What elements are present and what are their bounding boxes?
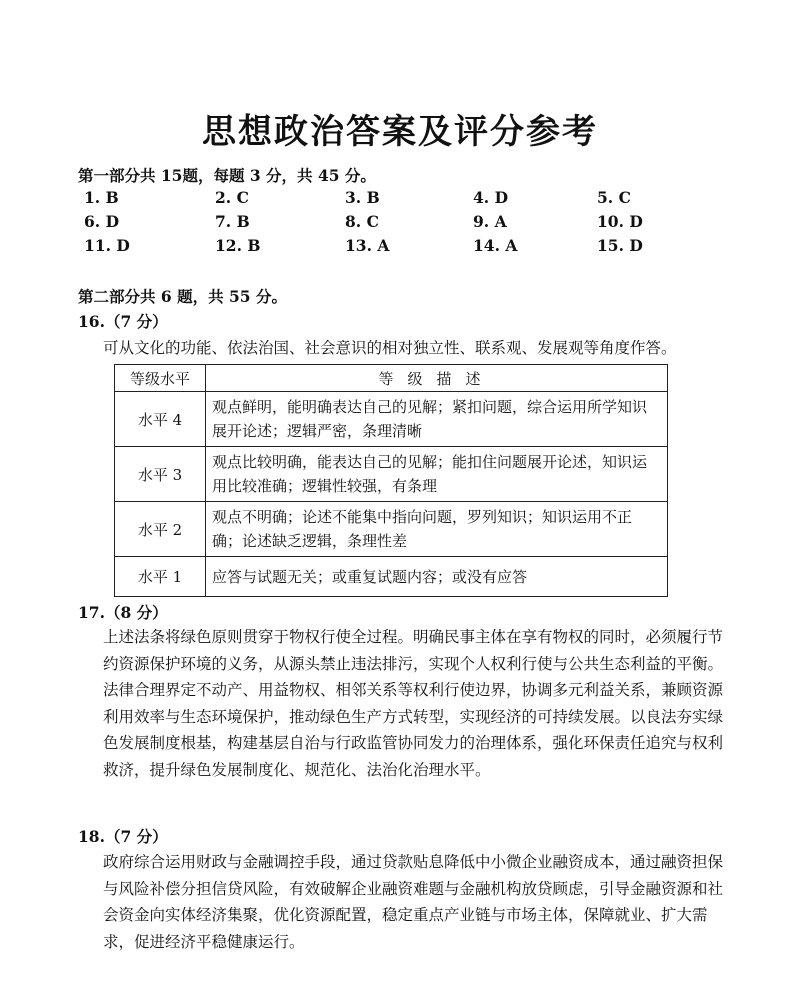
q17-label: 17.（8 分） [78, 603, 168, 622]
q16-label: 16.（7 分） [78, 312, 168, 331]
table-row [115, 502, 668, 557]
desc-cell: 观点鲜明，能明确表达自己的见解；紧扣问题，综合运用所学知识展开论述；逻辑严密，条理清晰 [206, 392, 668, 447]
q18-label: 18.（7 分） [78, 827, 168, 846]
answer-item: 10. D [597, 212, 643, 231]
table-header-row [115, 365, 668, 392]
page-title: 思想政治答案及评分参考 [202, 112, 598, 152]
answer-item: 9. A [473, 212, 507, 231]
answer-item: 12. B [215, 236, 261, 255]
answer-item: 5. C [597, 188, 631, 207]
q17-answer: 上述法条将绿色原则贯穿于物权行使全过程。明确民事主体在享有物权的同时，必须履行节约资源保护环境的义务，从源头禁止违法排污，实现个人权利行使与公共生态利益的平衡。法律合理界定不动产、用益物权、相邻关系等权利行使边界，协调多元利益关系，兼顾资源利用效率与生态环境保护，推动绿色生产方式转型，实现经济的可持续发展。以良法夯实绿色发展制度根基，构建基层自治与行政监管协同发力的治理体系，强化环保责任追究与权利救济，提升绿色发展制度化、规范化、法治化治理水平。 [103, 628, 724, 779]
answer-row [80, 212, 720, 234]
q18-answer: 政府综合运用财政与金融调控手段，通过贷款贴息降低中小微企业融资成本，通过融资担保与风险补偿分担信贷风险，有效破解企业融资难题与金融机构放贷顾虑，引导金融资源和社会资金向实体经济集聚，优化资源配置，稳定重点产业链与市场主体，保障就业、扩大需求，促进经济平稳健康运行。 [103, 853, 724, 951]
level-cell: 水平 2 [115, 502, 206, 557]
level-cell: 水平 1 [115, 557, 206, 597]
answer-item: 4. D [473, 188, 509, 207]
q16-intro: 可从文化的功能、依法治国、社会意识的相对独立性、联系观、发展观等角度作答。 [103, 339, 677, 357]
answer-item: 7. B [215, 212, 250, 231]
desc-cell: 观点比较明确，能表达自己的见解；能扣住问题展开论述，知识运用比较准确；逻辑性较强，有条理 [206, 447, 668, 502]
table-row [115, 392, 668, 447]
table-header-desc: 等级描述 [206, 365, 668, 392]
desc-cell: 观点不明确；论述不能集中指向问题，罗列知识；知识运用不正确；论述缺乏逻辑，条理性差 [206, 502, 668, 557]
part2-heading: 第二部分共 6 题，共 55 分。 [78, 287, 287, 306]
table-row [115, 447, 668, 502]
table-header-level: 等级水平 [115, 365, 206, 392]
answer-item: 6. D [84, 212, 120, 231]
answer-item: 13. A [345, 236, 390, 255]
answer-item: 11. D [84, 236, 130, 255]
table-row [115, 557, 668, 597]
answer-row [80, 236, 720, 258]
answer-item: 3. B [345, 188, 380, 207]
level-cell: 水平 3 [115, 447, 206, 502]
part1-heading: 第一部分共 15题，每题 3 分，共 45 分。 [78, 166, 376, 185]
level-cell: 水平 4 [115, 392, 206, 447]
grading-table [114, 364, 668, 597]
desc-cell: 应答与试题无关；或重复试题内容；或没有应答 [206, 557, 668, 597]
answer-item: 14. A [473, 236, 518, 255]
answer-item: 8. C [345, 212, 379, 231]
answer-item: 2. C [215, 188, 249, 207]
answer-item: 15. D [597, 236, 643, 255]
answer-item: 1. B [84, 188, 119, 207]
answer-row [80, 188, 720, 210]
